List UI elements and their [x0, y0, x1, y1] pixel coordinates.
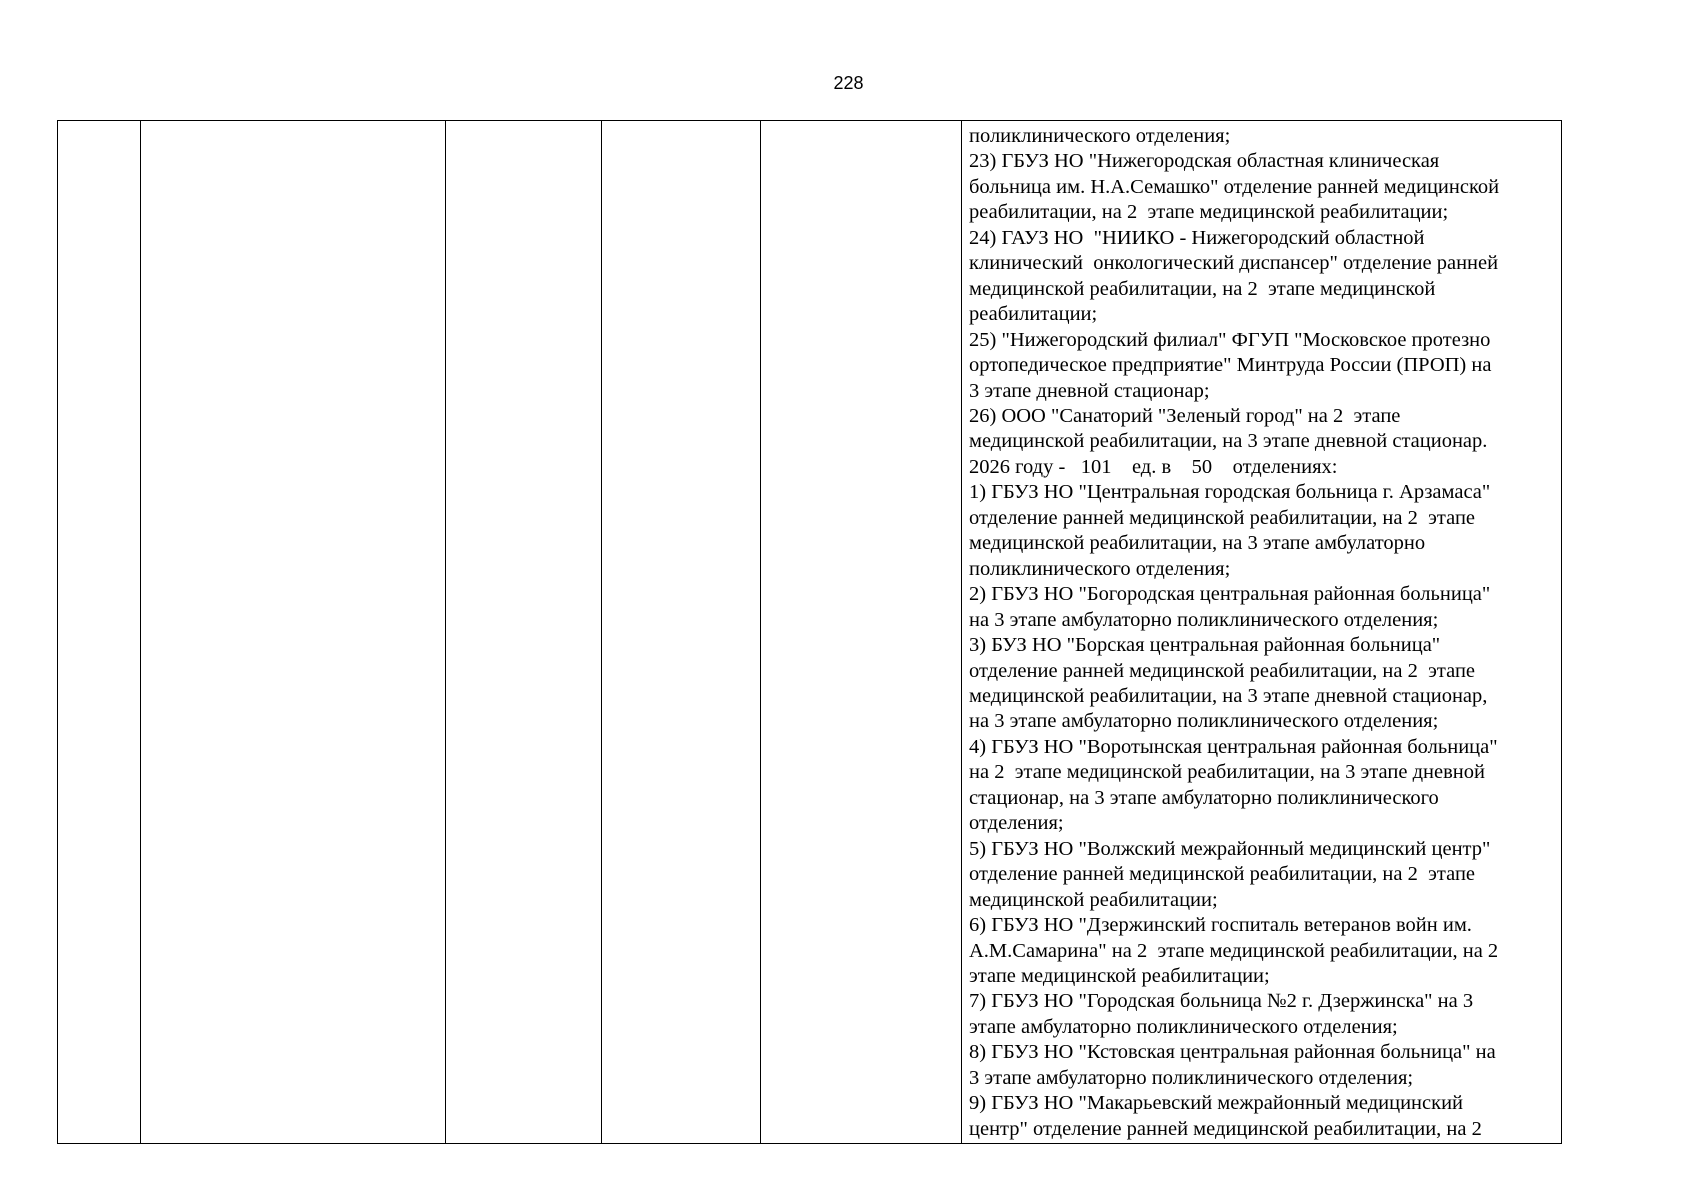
- document-text-line: медицинской реабилитации, на 3 этапе дневной стационар,: [969, 684, 1488, 707]
- document-text-line: поликлинического отделения;: [969, 557, 1231, 580]
- document-text-line: 3 этапе дневной стационар;: [969, 379, 1210, 402]
- document-text-line: 26) ООО "Санаторий "Зеленый город" на 2 этапе: [969, 404, 1401, 427]
- column-divider: [760, 121, 761, 1143]
- document-text-line: отделение ранней медицинской реабилитации, на 2 этапе: [969, 863, 1476, 886]
- document-text-line: 24) ГАУЗ НО "НИИКО - Нижегородский областной: [969, 226, 1425, 249]
- document-text-line: 2026 году - 101 ед. в 50 отделениях:: [969, 455, 1338, 478]
- document-text-line: ортопедическое предприятие" Минтруда России (ПРОП) на: [969, 354, 1492, 377]
- document-text-line: 23) ГБУЗ НО "Нижегородская областная клиническая: [969, 150, 1440, 173]
- document-text-line: 6) ГБУЗ НО "Дзержинский госпиталь ветеранов войн им.: [969, 914, 1472, 937]
- document-text-line: реабилитации, на 2 этапе медицинской реабилитации;: [969, 201, 1449, 224]
- document-text-line: стационар, на 3 этапе амбулаторно поликлинического: [969, 786, 1439, 809]
- document-text-line: этапе амбулаторно поликлинического отделения;: [969, 1015, 1398, 1038]
- document-table: [57, 120, 1562, 1144]
- document-text-line: 4) ГБУЗ НО "Воротынская центральная районная больница": [969, 735, 1498, 758]
- document-text-line: медицинской реабилитации, на 2 этапе медицинской: [969, 277, 1436, 300]
- document-text-line: 3 этапе амбулаторно поликлинического отделения;: [969, 1066, 1414, 1089]
- document-text-line: этапе медицинской реабилитации;: [969, 964, 1270, 987]
- document-text-line: больница им. Н.А.Семашко" отделение ранней медицинской: [969, 175, 1500, 198]
- column-divider: [445, 121, 446, 1143]
- document-text-line: реабилитации;: [969, 303, 1098, 326]
- column-divider: [601, 121, 602, 1143]
- document-text-line: отделения;: [969, 812, 1064, 835]
- document-text-line: А.М.Самарина" на 2 этапе медицинской реабилитации, на 2: [969, 939, 1499, 962]
- document-text-line: 25) "Нижегородский филиал" ФГУП "Московское протезно: [969, 328, 1491, 351]
- document-text-line: медицинской реабилитации, на 3 этапе дневной стационар.: [969, 430, 1488, 453]
- page-number: 228: [833, 73, 864, 93]
- document-text-line: 1) ГБУЗ НО "Центральная городская больница г. Арзамаса": [969, 481, 1491, 504]
- document-text-line: поликлинического отделения;: [969, 125, 1231, 147]
- column-divider: [961, 121, 962, 1143]
- document-text-line: клинический онкологический диспансер" отделение ранней: [969, 252, 1499, 275]
- document-text-line: 2) ГБУЗ НО "Богородская центральная районная больница": [969, 583, 1491, 606]
- document-text-line: на 2 этапе медицинской реабилитации, на 3 этапе дневной: [969, 761, 1485, 784]
- column-divider: [140, 121, 141, 1143]
- document-text-line: 9) ГБУЗ НО "Макарьевский межрайонный медицинский: [969, 1092, 1464, 1115]
- document-text-line: медицинской реабилитации, на 3 этапе амбулаторно: [969, 532, 1426, 555]
- document-text-line: отделение ранней медицинской реабилитации, на 2 этапе: [969, 659, 1476, 682]
- document-text-line: медицинской реабилитации;: [969, 888, 1218, 911]
- document-text-line: 8) ГБУЗ НО "Кстовская центральная районная больница" на: [969, 1041, 1496, 1064]
- document-text-line: на 3 этапе амбулаторно поликлинического отделения;: [969, 710, 1439, 733]
- document-text-line: на 3 этапе амбулаторно поликлинического отделения;: [969, 608, 1439, 631]
- document-text-line: 5) ГБУЗ НО "Волжский межрайонный медицинский центр": [969, 837, 1491, 860]
- document-text-line: центр" отделение ранней медицинской реабилитации, на 2: [969, 1117, 1482, 1140]
- document-text-line: 3) БУЗ НО "Борская центральная районная больница": [969, 634, 1441, 657]
- organization-list-cell: [969, 124, 1559, 1143]
- document-text-line: отделение ранней медицинской реабилитации, на 2 этапе: [969, 506, 1476, 529]
- document-text-line: 7) ГБУЗ НО "Городская больница №2 г. Дзержинска" на 3: [969, 990, 1474, 1013]
